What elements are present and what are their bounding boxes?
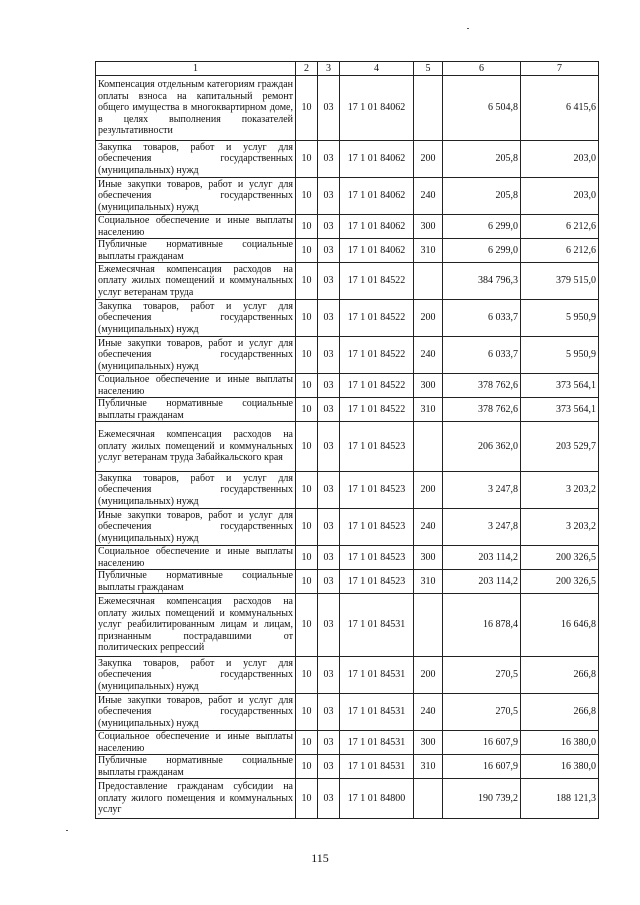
cell-subsection: 03 — [318, 215, 340, 239]
cell-section: 10 — [296, 263, 318, 300]
cell-amount-year-2: 266,8 — [521, 657, 599, 694]
row-name: Социальное обеспечение и иные выплаты населению — [96, 374, 296, 398]
row-name: Публичные нормативные социальные выплаты гражданам — [96, 755, 296, 779]
cell-target-article: 17 1 01 84523 — [340, 546, 414, 570]
cell-amount-year-2: 5 950,9 — [521, 300, 599, 337]
table-row — [96, 215, 599, 239]
row-name: Публичные нормативные социальные выплаты гражданам — [96, 239, 296, 263]
cell-amount-year-2: 16 646,8 — [521, 594, 599, 657]
cell-amount-year-1: 3 247,8 — [443, 472, 521, 509]
cell-amount-year-2: 200 326,5 — [521, 570, 599, 594]
table-row — [96, 76, 599, 141]
table-row — [96, 779, 599, 819]
row-name: Ежемесячная компенсация расходов на оплату жилых помещений и коммунальных услуг ветеранам труда — [96, 263, 296, 300]
cell-target-article: 17 1 01 84522 — [340, 263, 414, 300]
table-row — [96, 731, 599, 755]
table-row — [96, 374, 599, 398]
cell-section: 10 — [296, 594, 318, 657]
cell-subsection: 03 — [318, 239, 340, 263]
cell-expense-type: 200 — [414, 141, 443, 178]
cell-target-article: 17 1 01 84523 — [340, 422, 414, 472]
cell-target-article: 17 1 01 84531 — [340, 755, 414, 779]
scan-speck — [66, 830, 68, 831]
row-name: Социальное обеспечение и иные выплаты населению — [96, 215, 296, 239]
table-body — [96, 76, 599, 819]
cell-amount-year-2: 203 529,7 — [521, 422, 599, 472]
cell-expense-type: 300 — [414, 546, 443, 570]
column-header-6: 6 — [443, 62, 521, 76]
cell-target-article: 17 1 01 84062 — [340, 215, 414, 239]
cell-amount-year-1: 6 504,8 — [443, 76, 521, 141]
cell-section: 10 — [296, 546, 318, 570]
cell-section: 10 — [296, 300, 318, 337]
cell-target-article: 17 1 01 84523 — [340, 472, 414, 509]
table-row — [96, 570, 599, 594]
cell-target-article: 17 1 01 84523 — [340, 570, 414, 594]
cell-expense-type: 300 — [414, 374, 443, 398]
cell-subsection: 03 — [318, 141, 340, 178]
cell-subsection: 03 — [318, 731, 340, 755]
cell-target-article: 17 1 01 84523 — [340, 509, 414, 546]
table-row — [96, 422, 599, 472]
cell-section: 10 — [296, 694, 318, 731]
table-row — [96, 398, 599, 422]
cell-expense-type: 300 — [414, 215, 443, 239]
row-name: Закупка товаров, работ и услуг для обеспечения государственных (муниципальных) нужд — [96, 300, 296, 337]
cell-expense-type: 200 — [414, 300, 443, 337]
cell-section: 10 — [296, 657, 318, 694]
cell-amount-year-2: 16 380,0 — [521, 755, 599, 779]
row-name: Публичные нормативные социальные выплаты гражданам — [96, 570, 296, 594]
cell-amount-year-2: 188 121,3 — [521, 779, 599, 819]
column-header-5: 5 — [414, 62, 443, 76]
cell-amount-year-2: 5 950,9 — [521, 337, 599, 374]
cell-amount-year-2: 6 212,6 — [521, 239, 599, 263]
cell-expense-type: 310 — [414, 239, 443, 263]
table-row — [96, 263, 599, 300]
table-row — [96, 755, 599, 779]
header-row — [96, 62, 599, 76]
row-name: Публичные нормативные социальные выплаты гражданам — [96, 398, 296, 422]
cell-amount-year-1: 16 607,9 — [443, 755, 521, 779]
cell-subsection: 03 — [318, 755, 340, 779]
cell-expense-type: 300 — [414, 731, 443, 755]
cell-target-article: 17 1 01 84531 — [340, 594, 414, 657]
cell-expense-type — [414, 422, 443, 472]
cell-subsection: 03 — [318, 398, 340, 422]
cell-subsection: 03 — [318, 570, 340, 594]
cell-subsection: 03 — [318, 509, 340, 546]
row-name: Закупка товаров, работ и услуг для обеспечения государственных (муниципальных) нужд — [96, 657, 296, 694]
cell-amount-year-1: 6 033,7 — [443, 300, 521, 337]
cell-expense-type — [414, 76, 443, 141]
cell-target-article: 17 1 01 84531 — [340, 731, 414, 755]
cell-section: 10 — [296, 337, 318, 374]
cell-section: 10 — [296, 398, 318, 422]
cell-amount-year-2: 6 212,6 — [521, 215, 599, 239]
cell-target-article: 17 1 01 84800 — [340, 779, 414, 819]
table-row — [96, 300, 599, 337]
cell-section: 10 — [296, 731, 318, 755]
cell-section: 10 — [296, 215, 318, 239]
row-name: Предоставление гражданам субсидии на оплату жилого помещения и коммунальных услуг — [96, 779, 296, 819]
cell-amount-year-2: 3 203,2 — [521, 472, 599, 509]
table-row — [96, 178, 599, 215]
table-row — [96, 546, 599, 570]
cell-expense-type: 200 — [414, 472, 443, 509]
cell-amount-year-1: 203 114,2 — [443, 570, 521, 594]
cell-section: 10 — [296, 178, 318, 215]
table-row — [96, 657, 599, 694]
cell-amount-year-1: 16 607,9 — [443, 731, 521, 755]
cell-amount-year-2: 6 415,6 — [521, 76, 599, 141]
cell-expense-type: 240 — [414, 694, 443, 731]
cell-section: 10 — [296, 76, 318, 141]
cell-target-article: 17 1 01 84522 — [340, 300, 414, 337]
cell-target-article: 17 1 01 84522 — [340, 374, 414, 398]
column-header-7: 7 — [521, 62, 599, 76]
cell-subsection: 03 — [318, 779, 340, 819]
column-header-1: 1 — [96, 62, 296, 76]
cell-amount-year-1: 378 762,6 — [443, 374, 521, 398]
row-name: Закупка товаров, работ и услуг для обеспечения государственных (муниципальных) нужд — [96, 472, 296, 509]
row-name: Иные закупки товаров, работ и услуг для обеспечения государственных (муниципальных) нужд — [96, 337, 296, 374]
row-name: Иные закупки товаров, работ и услуг для обеспечения государственных (муниципальных) нужд — [96, 509, 296, 546]
row-name: Ежемесячная компенсация расходов на оплату жилых помещений и коммунальных услуг реабилитированным лицам и лицам, признанным пострадавшими от политических репрессий — [96, 594, 296, 657]
cell-expense-type: 240 — [414, 178, 443, 215]
cell-expense-type — [414, 263, 443, 300]
cell-amount-year-1: 16 878,4 — [443, 594, 521, 657]
cell-expense-type — [414, 779, 443, 819]
table-row — [96, 472, 599, 509]
cell-subsection: 03 — [318, 178, 340, 215]
page-number: 115 — [311, 851, 329, 865]
cell-amount-year-1: 205,8 — [443, 141, 521, 178]
scan-speck — [467, 28, 469, 29]
cell-amount-year-1: 378 762,6 — [443, 398, 521, 422]
cell-amount-year-1: 205,8 — [443, 178, 521, 215]
cell-expense-type: 240 — [414, 509, 443, 546]
cell-subsection: 03 — [318, 300, 340, 337]
cell-subsection: 03 — [318, 546, 340, 570]
cell-target-article: 17 1 01 84062 — [340, 239, 414, 263]
cell-amount-year-1: 3 247,8 — [443, 509, 521, 546]
cell-section: 10 — [296, 570, 318, 594]
cell-section: 10 — [296, 239, 318, 263]
cell-amount-year-2: 373 564,1 — [521, 398, 599, 422]
row-name: Иные закупки товаров, работ и услуг для обеспечения государственных (муниципальных) нужд — [96, 694, 296, 731]
column-header-4: 4 — [340, 62, 414, 76]
cell-target-article: 17 1 01 84062 — [340, 76, 414, 141]
table-row — [96, 594, 599, 657]
cell-amount-year-2: 200 326,5 — [521, 546, 599, 570]
table-row — [96, 239, 599, 263]
cell-subsection: 03 — [318, 374, 340, 398]
cell-amount-year-1: 270,5 — [443, 657, 521, 694]
cell-subsection: 03 — [318, 472, 340, 509]
table-row — [96, 509, 599, 546]
cell-amount-year-2: 203,0 — [521, 141, 599, 178]
cell-amount-year-2: 373 564,1 — [521, 374, 599, 398]
cell-subsection: 03 — [318, 657, 340, 694]
cell-expense-type: 310 — [414, 570, 443, 594]
budget-table — [95, 61, 599, 819]
cell-section: 10 — [296, 755, 318, 779]
cell-amount-year-1: 270,5 — [443, 694, 521, 731]
cell-subsection: 03 — [318, 337, 340, 374]
cell-amount-year-2: 16 380,0 — [521, 731, 599, 755]
cell-amount-year-2: 379 515,0 — [521, 263, 599, 300]
cell-amount-year-1: 6 033,7 — [443, 337, 521, 374]
cell-section: 10 — [296, 472, 318, 509]
row-name: Ежемесячная компенсация расходов на оплату жилых помещений и коммунальных услуг ветеранам труда Забайкальского края — [96, 422, 296, 472]
table-row — [96, 141, 599, 178]
column-header-3: 3 — [318, 62, 340, 76]
cell-subsection: 03 — [318, 594, 340, 657]
row-name: Иные закупки товаров, работ и услуг для обеспечения государственных (муниципальных) нужд — [96, 178, 296, 215]
cell-target-article: 17 1 01 84531 — [340, 657, 414, 694]
row-name: Социальное обеспечение и иные выплаты населению — [96, 731, 296, 755]
cell-amount-year-1: 190 739,2 — [443, 779, 521, 819]
cell-subsection: 03 — [318, 263, 340, 300]
cell-amount-year-2: 3 203,2 — [521, 509, 599, 546]
cell-expense-type: 200 — [414, 657, 443, 694]
cell-subsection: 03 — [318, 76, 340, 141]
cell-amount-year-1: 384 796,3 — [443, 263, 521, 300]
cell-target-article: 17 1 01 84522 — [340, 398, 414, 422]
table-row — [96, 337, 599, 374]
cell-amount-year-1: 203 114,2 — [443, 546, 521, 570]
cell-expense-type: 310 — [414, 398, 443, 422]
cell-amount-year-1: 6 299,0 — [443, 239, 521, 263]
cell-section: 10 — [296, 779, 318, 819]
cell-section: 10 — [296, 374, 318, 398]
cell-amount-year-2: 203,0 — [521, 178, 599, 215]
cell-expense-type: 310 — [414, 755, 443, 779]
row-name: Закупка товаров, работ и услуг для обеспечения государственных (муниципальных) нужд — [96, 141, 296, 178]
cell-target-article: 17 1 01 84522 — [340, 337, 414, 374]
cell-section: 10 — [296, 422, 318, 472]
cell-target-article: 17 1 01 84062 — [340, 141, 414, 178]
cell-target-article: 17 1 01 84062 — [340, 178, 414, 215]
row-name: Компенсация отдельным категориям граждан оплаты взноса на капитальный ремонт общего имущества в многоквартирном доме, в целях выполнения показателей результативности — [96, 76, 296, 141]
cell-expense-type — [414, 594, 443, 657]
table-row — [96, 694, 599, 731]
cell-expense-type: 240 — [414, 337, 443, 374]
cell-subsection: 03 — [318, 694, 340, 731]
cell-amount-year-1: 206 362,0 — [443, 422, 521, 472]
cell-section: 10 — [296, 141, 318, 178]
cell-amount-year-2: 266,8 — [521, 694, 599, 731]
cell-subsection: 03 — [318, 422, 340, 472]
row-name: Социальное обеспечение и иные выплаты населению — [96, 546, 296, 570]
column-header-2: 2 — [296, 62, 318, 76]
cell-section: 10 — [296, 509, 318, 546]
cell-amount-year-1: 6 299,0 — [443, 215, 521, 239]
cell-target-article: 17 1 01 84531 — [340, 694, 414, 731]
